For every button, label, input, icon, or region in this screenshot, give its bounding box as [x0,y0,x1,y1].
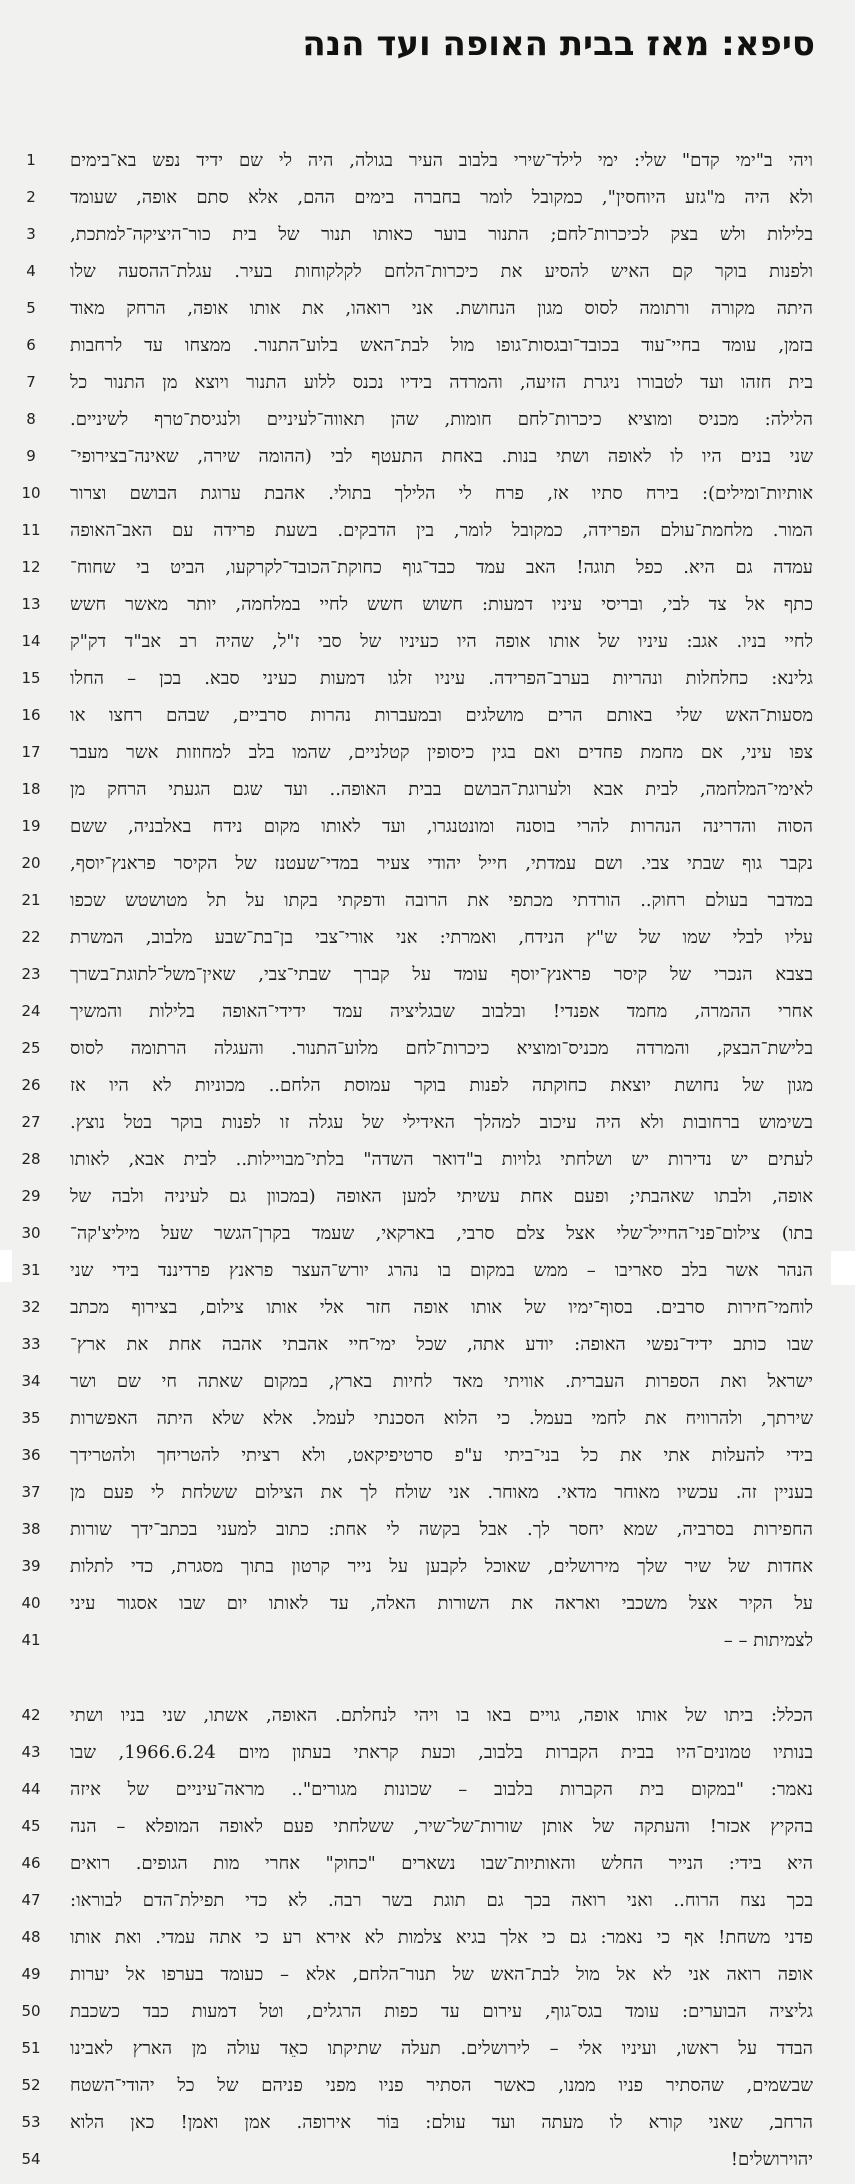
text-line [0,481,855,518]
text-line [0,296,855,333]
line-text: שבו כותב ידיד־נפשי האופה: יודע אתה, שכל ימי־חיי אהבתי אהבה אחת את ארץ־ [70,1334,813,1355]
text-line [0,1258,855,1295]
text-line [0,666,855,703]
line-number: 8 [26,410,36,428]
text-line [0,1814,855,1851]
text-line [0,1369,855,1406]
text-line [0,1591,855,1628]
line-number: 16 [21,706,41,724]
text-line [0,962,855,999]
text-line [0,1740,855,1777]
line-text: לעתים יש נדירות יש ושלחתי גלויות ב"דואר השדה" בלתי־מבויילות.. לבית אבא, לאותו [70,1149,813,1170]
line-text: הרחב, שאני קורא לו מעתה ועד עולם: בּוֹר אירופה. אמן ואמן! כאן הלוא [70,2112,813,2133]
line-number: 40 [21,1594,41,1612]
text-line [0,370,855,407]
text-line [0,1147,855,1184]
line-text: ויהי ב"ימי קדם" שלי: ימי לילד־שירי בלבוב העיר בגולה, היה לי שם ידיד נפש בא־בימים [70,150,813,171]
line-number: 41 [21,1631,41,1649]
line-text: שני בנים היו לו לאופה ושתי בנות. באחת התעטף לבי (ההומה שירה, שאינה־בצירופי־ [70,446,813,467]
line-text: הלילה: מכניס ומוציא כיכרות־לחם חומות, שהן תאווה־לעיניים ולנגיסת־טרף לשיניים. [70,409,813,430]
line-text: בהקיץ אכזר! והעתקה של אותן שורות־של־שיר, ששלחתי פעם לאופה המופלא – הנה [70,1816,813,1837]
text-line [0,851,855,888]
line-text: לאימי־המלחמה, לבית אבא ולערוגת־הבושם בבית האופה.. ועד שגם הגעתי הרחק מן [70,779,813,800]
line-text: יהוירושלים! [730,2149,813,2170]
line-number: 22 [21,928,41,946]
line-text: במדבר בעולם רחוק.. הורדתי מכתפי את הרובה ודפקתי בקתו על תל מטושטש שכפו [70,890,813,911]
text-line [0,2110,855,2147]
text-line [0,2073,855,2110]
text-line [0,148,855,185]
line-number: 20 [21,854,41,872]
line-text: אחרי ההמרה, מחמד אפנדי! ובלבוב שבגליציה עמד ידידי־האופה בלילות והמשיך [70,1001,813,1022]
line-number: 17 [21,743,41,761]
line-text: לחיי בניו. אגב: עיניו של אותו אופה היו כעיניו של סבי ז"ל, שהיה רב אב"ד דק"ק [70,631,813,652]
text-line [0,1628,855,1665]
line-number: 44 [21,1780,41,1798]
line-text: כתף אל צד לבי, ובריסי עיניו דמעות: חשוש חשש לחיי במלחמה, יותר מאשר חשש [70,594,813,615]
line-number: 3 [26,225,36,243]
text-line [0,1554,855,1591]
line-number: 37 [21,1483,41,1501]
line-text: עמדה גם היא. כפל תוגה! האב עמד כבד־גוף כחוקת־הכובד־לקרקעו, הביט בי שחוח־ [70,557,813,578]
line-number: 35 [21,1409,41,1427]
text-line [0,444,855,481]
text-line [0,1332,855,1369]
line-number: 54 [21,2150,41,2168]
line-text: על הקיר אצל משכבי ואראה את השורות האלה, עד לאותו יום שבו אסגור עיני [70,1593,813,1614]
line-number: 13 [21,595,41,613]
page-title: סיפא: מאז בבית האופה ועד הנה [302,24,815,64]
line-number: 28 [21,1150,41,1168]
line-text: ולא היה מ"גזע היוחסין", כמקובל לומר בחברה בימים ההם, אלא סתם אופה, שעומד [70,187,813,208]
text-line [0,888,855,925]
line-text: בלישת־הבצק, והמרדה מכניס־ומוציא כיכרות־לחם מלוע־התנור. והעגלה הרתומה לסוס [70,1038,813,1059]
line-number: 50 [21,2002,41,2020]
line-text: היא בידי: הנייר החלש והאותיות־שבו נשארים "כחוק" אחרי מות הגופים. רואים [70,1853,813,1874]
line-text: גלינא: כחלחלות ונהריות בערב־הפרידה. עיניו זלגו דמעות כעיני סבא. בכן – החלו [70,668,813,689]
line-text: בכך נצח הרוח.. ואני רואה בכך גם תוגת בשר רבה. לא כדי תפילת־הדם לבוראו: [70,1890,813,1911]
line-text: בלילות ולש בצק לכיכרות־לחם; התנור בוער כאותו תנור של בית כור־היציקה־למתכת, [70,224,813,245]
line-text: עליו לבלי שמו של ש"ץ הנידח, ואמרתי: אני אורי־צבי בן־בת־שבע מלבוב, המשרת [70,927,813,948]
text-line [0,555,855,592]
text-line [0,1777,855,1814]
line-number: 51 [21,2039,41,2057]
line-text: שירתך, ולהרוויח את לחמי בעמל. כי הלוא הסכנתי לעמל. אלא שלא היתה האפשרות [70,1408,813,1429]
line-text: לצמיתות – – [723,1630,813,1651]
line-number: 24 [21,1002,41,1020]
line-number: 15 [21,669,41,687]
text-line [0,518,855,555]
line-number: 9 [26,447,36,465]
line-number: 29 [21,1187,41,1205]
line-text: אחדות של שיר שלך מירושלים, שאוכל לקבען על נייר קרטון בתוך מסגרת, כדי לתלות [70,1556,813,1577]
line-text: מסעות־האש שלי באותם הרים מושלגים ובמעברות נהרות סרביים, שבהם רחצו או [70,705,813,726]
text-line [0,333,855,370]
line-number: 36 [21,1446,41,1464]
line-text: שבשמים, שהסתיר פניו ממנו, כאשר הסתיר פניו מפני פניהם של כל יהודי־השטח [70,2075,813,2096]
line-number: 26 [21,1076,41,1094]
line-number: 6 [26,336,36,354]
line-number: 25 [21,1039,41,1057]
text-line [0,1703,855,1740]
text-line [0,1295,855,1332]
text-line [0,185,855,222]
line-text: אופה רואה אני לא אל מול לבת־האש של תנור־הלחם, אלא – כעומד בערפו אל יערות [70,1964,813,1985]
line-text: מגון של נחושת יוצאת כחוקתה לפנות בוקר עמוסת הלחם.. מכוניות לא היו אז [70,1075,813,1096]
line-text: גליציה הבוערים: עומד בגס־גוף, עירום עד כפות הרגלים, וטל דמעות כבד כשכבת [70,2001,813,2022]
line-number: 32 [21,1298,41,1316]
line-number: 11 [21,521,41,539]
line-number: 53 [21,2113,41,2131]
text-line [0,1888,855,1925]
text-line [0,814,855,851]
line-number: 46 [21,1854,41,1872]
line-text: ישראל ואת הספרות העברית. אוויתי מאד לחיות בארץ, במקום שאתה חי שם ושר [70,1371,813,1392]
line-number: 30 [21,1224,41,1242]
text-line [0,1962,855,1999]
line-text: בעניין זה. עכשיו מאוחר מדאי. מאוחר. אני שולח לך את הצילום ששלחת לי פעם מן [70,1482,813,1503]
line-number: 52 [21,2076,41,2094]
line-text: נקבר גוף שבתי צבי. ושם עמדתי, חייל יהודי צעיר במדי־שעטנז של הקיסר פראנץ־יוסף, [70,853,813,874]
text-line [0,1110,855,1147]
line-text: צפו עיני, אם מחמת פחדים ואם בגין כיסופין קטלניים, שהמו בלב למחוזות אשר מעבר [70,742,813,763]
line-text: לוחמי־חירות סרבים. בסוף־ימיו של אותו אופה חזר אלי אותו צילום, בצירוף מכתב [70,1297,813,1318]
line-number: 43 [21,1743,41,1761]
line-number: 1 [26,151,36,169]
text-line [0,1480,855,1517]
text-line [0,2036,855,2073]
line-number: 48 [21,1928,41,1946]
text-line [0,1517,855,1554]
text-line [0,740,855,777]
text-line [0,629,855,666]
text-line [0,1406,855,1443]
line-number: 42 [21,1706,41,1724]
text-line [0,925,855,962]
line-number: 2 [26,188,36,206]
text-line [0,1999,855,2036]
text-line [0,1443,855,1480]
text-line [0,999,855,1036]
text-line [0,1925,855,1962]
line-text: המור. מלחמת־עולם הפרידה, כמקובל לומר, בין הדבקים. בשעת פרידה עם האב־האופה [70,520,813,541]
scan-edge-mark [831,1251,855,1285]
line-text: בצבא הנכרי של קיסר פראנץ־יוסף עומד על קברך שבתי־צבי, שאין־משל־לתוגת־בשרך [70,964,813,985]
text-body [0,148,855,2184]
text-line [0,1221,855,1258]
text-line [0,407,855,444]
line-text: הבדד על ראשו, ועיניו אלי – לירושלים. תעלה שתיקתו כאֵד עולה מן הארץ לאבינו [70,2038,813,2059]
line-text: היתה מקורה ורתומה לסוס מגון הנחושת. אני רואהו, את אותו אופה, הרחק מאוד [70,298,813,319]
line-number: 27 [21,1113,41,1131]
line-number: 5 [26,299,36,317]
text-line [0,2147,855,2184]
line-text: בתו) צילום־פני־החייל־שלי אצל צלם סרבי, בארקאי, שעמד בקרן־הגשר שעל מיליצ'קה־ [70,1223,813,1244]
line-text: ולפנות בוקר קם האיש להסיע את כיכרות־הלחם לקלקוחות בעיר. עגלת־ההסעה שלו [70,261,813,282]
line-text: הסוה והדרינה הנהרות להרי בוסנה ומונטנגרו, ועד לאותו מקום נידח באלבניה, ששם [70,816,813,837]
line-number: 21 [21,891,41,909]
line-text: בזמן, עומד בחיי־עוד בכובד־ובגסות־גופו מול לבת־האש בלוע־התנור. ממצחו עד לרחבות [70,335,813,356]
line-number: 33 [21,1335,41,1353]
text-line [0,777,855,814]
text-line [0,1036,855,1073]
line-number: 38 [21,1520,41,1538]
line-number: 18 [21,780,41,798]
line-number: 39 [21,1557,41,1575]
line-number: 14 [21,632,41,650]
line-number: 47 [21,1891,41,1909]
line-number: 7 [26,373,36,391]
line-number: 31 [21,1261,41,1279]
line-text: פדני משחת! אף כי נאמר: גם כי אלך בגיא צלמות לא אירא רע כי אתה עמדי. ואת אותו [70,1927,813,1948]
line-text: אותיות־ומילים): בירח סתיו אז, פרח לי הלילך בתולי. אהבת ערוגת הבושם וצרור [70,483,813,504]
line-text: בנותיו טמונים־היו בבית הקברות בלבוב, וכעת קראתי בעתון מיום 1966.6.24, שבו [70,1742,813,1763]
line-number: 10 [21,484,41,502]
line-number: 4 [26,262,36,280]
line-text: החפירות בסרביה, שמא יחסר לך. אבל בקשה לי אחת: כתוב למעני בכתב־ידך שורות [70,1519,813,1540]
text-line [0,1184,855,1221]
scan-edge-mark [0,1250,12,1282]
text-line [0,703,855,740]
line-text: אופה, ולבתו שאהבתי; ופעם אחת עשיתי למען האופה (במכוון גם לעיניה ולבה של [70,1186,813,1207]
text-line [0,222,855,259]
line-number: 45 [21,1817,41,1835]
line-text: בידי להעלות אתי את כל בני־ביתי ע"פ סרטיפיקאט, ולא רציתי להטריחך ולהטרידך [70,1445,813,1466]
line-number: 12 [21,558,41,576]
line-number: 23 [21,965,41,983]
line-number: 19 [21,817,41,835]
line-text: בית חזהו ועד לטבורו ניגרת הזיעה, והמרדה בידיו נכנס ללוע התנור ויוצא מן התנור כל [70,372,813,393]
line-text: בשימוש ברחובות ולא היה עיכוב למהלך האידילי של עגלה זו לפנות בוקר בטל נוצץ. [70,1112,813,1133]
line-number: 34 [21,1372,41,1390]
line-text: הנהר אשר בלב סאריבו – ממש במקום בו נהרג יורש־העצר פראנץ פרדיננד בידי שני [70,1260,813,1281]
line-number: 49 [21,1965,41,1983]
text-line [0,259,855,296]
text-line [0,1073,855,1110]
text-line [0,592,855,629]
line-text: נאמר: "במקום בית הקברות בלבוב – שכונות מגורים".. מראה־עיניים של איזה [70,1779,813,1800]
line-text: הכלל: ביתו של אותו אופה, גויים באו בו ויהי לנחלתם. האופה, אשתו, שני בניו ושתי [70,1705,813,1726]
text-line [0,1851,855,1888]
